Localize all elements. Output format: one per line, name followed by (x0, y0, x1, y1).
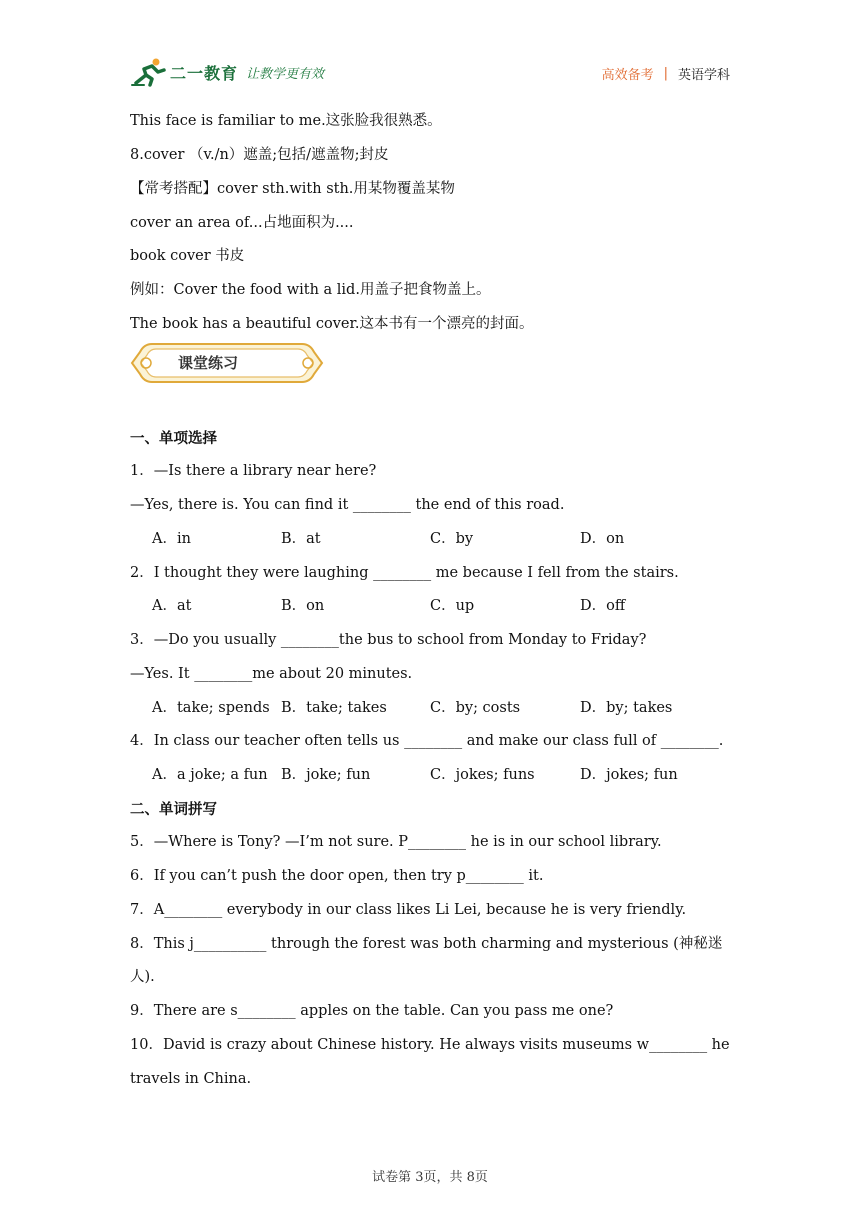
spelling-question: 7．A________ everybody in our class likes Li Lei, because he is very friendly. (130, 902, 687, 918)
vocab-line: 【常考搭配】cover sth.with sth.用某物覆盖某物 (130, 181, 455, 197)
question-text: 2．I thought they were laughing ________ me because I fell from the stairs. (130, 565, 679, 581)
option-d: D．off (580, 598, 626, 614)
option-b: B．joke; fun (281, 767, 371, 783)
spelling-question: 8．This j__________ through the forest was both charming and mysterious (神秘迷 (130, 936, 723, 952)
logo (130, 56, 324, 88)
option-d: D．jokes; fun (580, 767, 678, 783)
logo-slogan: 让教学更有效 (246, 66, 325, 82)
option-a: A．take; spends (152, 700, 270, 716)
question-text: —Yes, there is. You can find it ________ the end of this road. (130, 497, 565, 513)
section-title-multiple-choice: 一、单项选择 (130, 431, 217, 447)
banner-label: 课堂练习 (178, 354, 239, 372)
vocab-line: 8.cover （v./n）遮盖;包括/遮盖物;封皮 (130, 147, 389, 163)
vocab-line: cover an area of...占地面积为.... (130, 215, 354, 231)
option-c: C．up (430, 598, 475, 614)
vocab-line: 例如：Cover the food with a lid.用盖子把食物盖上。 (130, 282, 491, 298)
option-a: A．in (152, 531, 191, 547)
page-header (130, 52, 730, 92)
vocab-line: The book has a beautiful cover.这本书有一个漂亮的封面。 (130, 316, 534, 332)
spelling-question: 6．If you can’t push the door open, then try p________ it. (130, 868, 544, 884)
option-d: D．on (580, 531, 625, 547)
page-number: 试卷第 3页，共 8页 (372, 1170, 488, 1185)
runner-logo-icon (130, 57, 168, 87)
option-b: B．take; takes (281, 700, 387, 716)
option-b: B．at (281, 531, 321, 547)
question-text: 4．In class our teacher often tells us ________ and make our class full of ________. (130, 733, 724, 749)
option-b: B．on (281, 598, 325, 614)
logo-name: 二一教育 (170, 63, 239, 83)
question-text: 1．—Is there a library near here? (130, 463, 377, 479)
spelling-question: 5．—Where is Tony? —I’m not sure. P________ he is in our school library. (130, 834, 662, 850)
vocab-line: This face is familiar to me.这张脸我很熟悉。 (130, 113, 442, 129)
spelling-question-continued: 人). (130, 969, 155, 985)
option-a: A．a joke; a fun (152, 767, 268, 783)
question-text: 3．—Do you usually ________the bus to school from Monday to Friday? (130, 632, 647, 648)
option-a: A．at (152, 598, 192, 614)
spelling-question: 10．David is crazy about Chinese history. He always visits museums w________ he (130, 1037, 730, 1053)
option-c: C．jokes; funs (430, 767, 535, 783)
vocab-line: book cover 书皮 (130, 248, 245, 264)
section-title-spelling: 二、单词拼写 (130, 802, 217, 818)
question-text: —Yes. It ________me about 20 minutes. (130, 666, 413, 682)
option-c: C．by (430, 531, 474, 547)
option-c: C．by; costs (430, 700, 521, 716)
header-separator: | (663, 66, 668, 81)
spelling-question-continued: travels in China. (130, 1071, 252, 1087)
spelling-question: 9．There are s________ apples on the table. Can you pass me one? (130, 1003, 614, 1019)
exam-prep-label: 高效备考 (601, 68, 654, 83)
subject-label (602, 64, 730, 83)
option-d: D．by; takes (580, 700, 673, 716)
subject-name: 英语学科 (677, 68, 730, 83)
section-banner (130, 340, 324, 386)
